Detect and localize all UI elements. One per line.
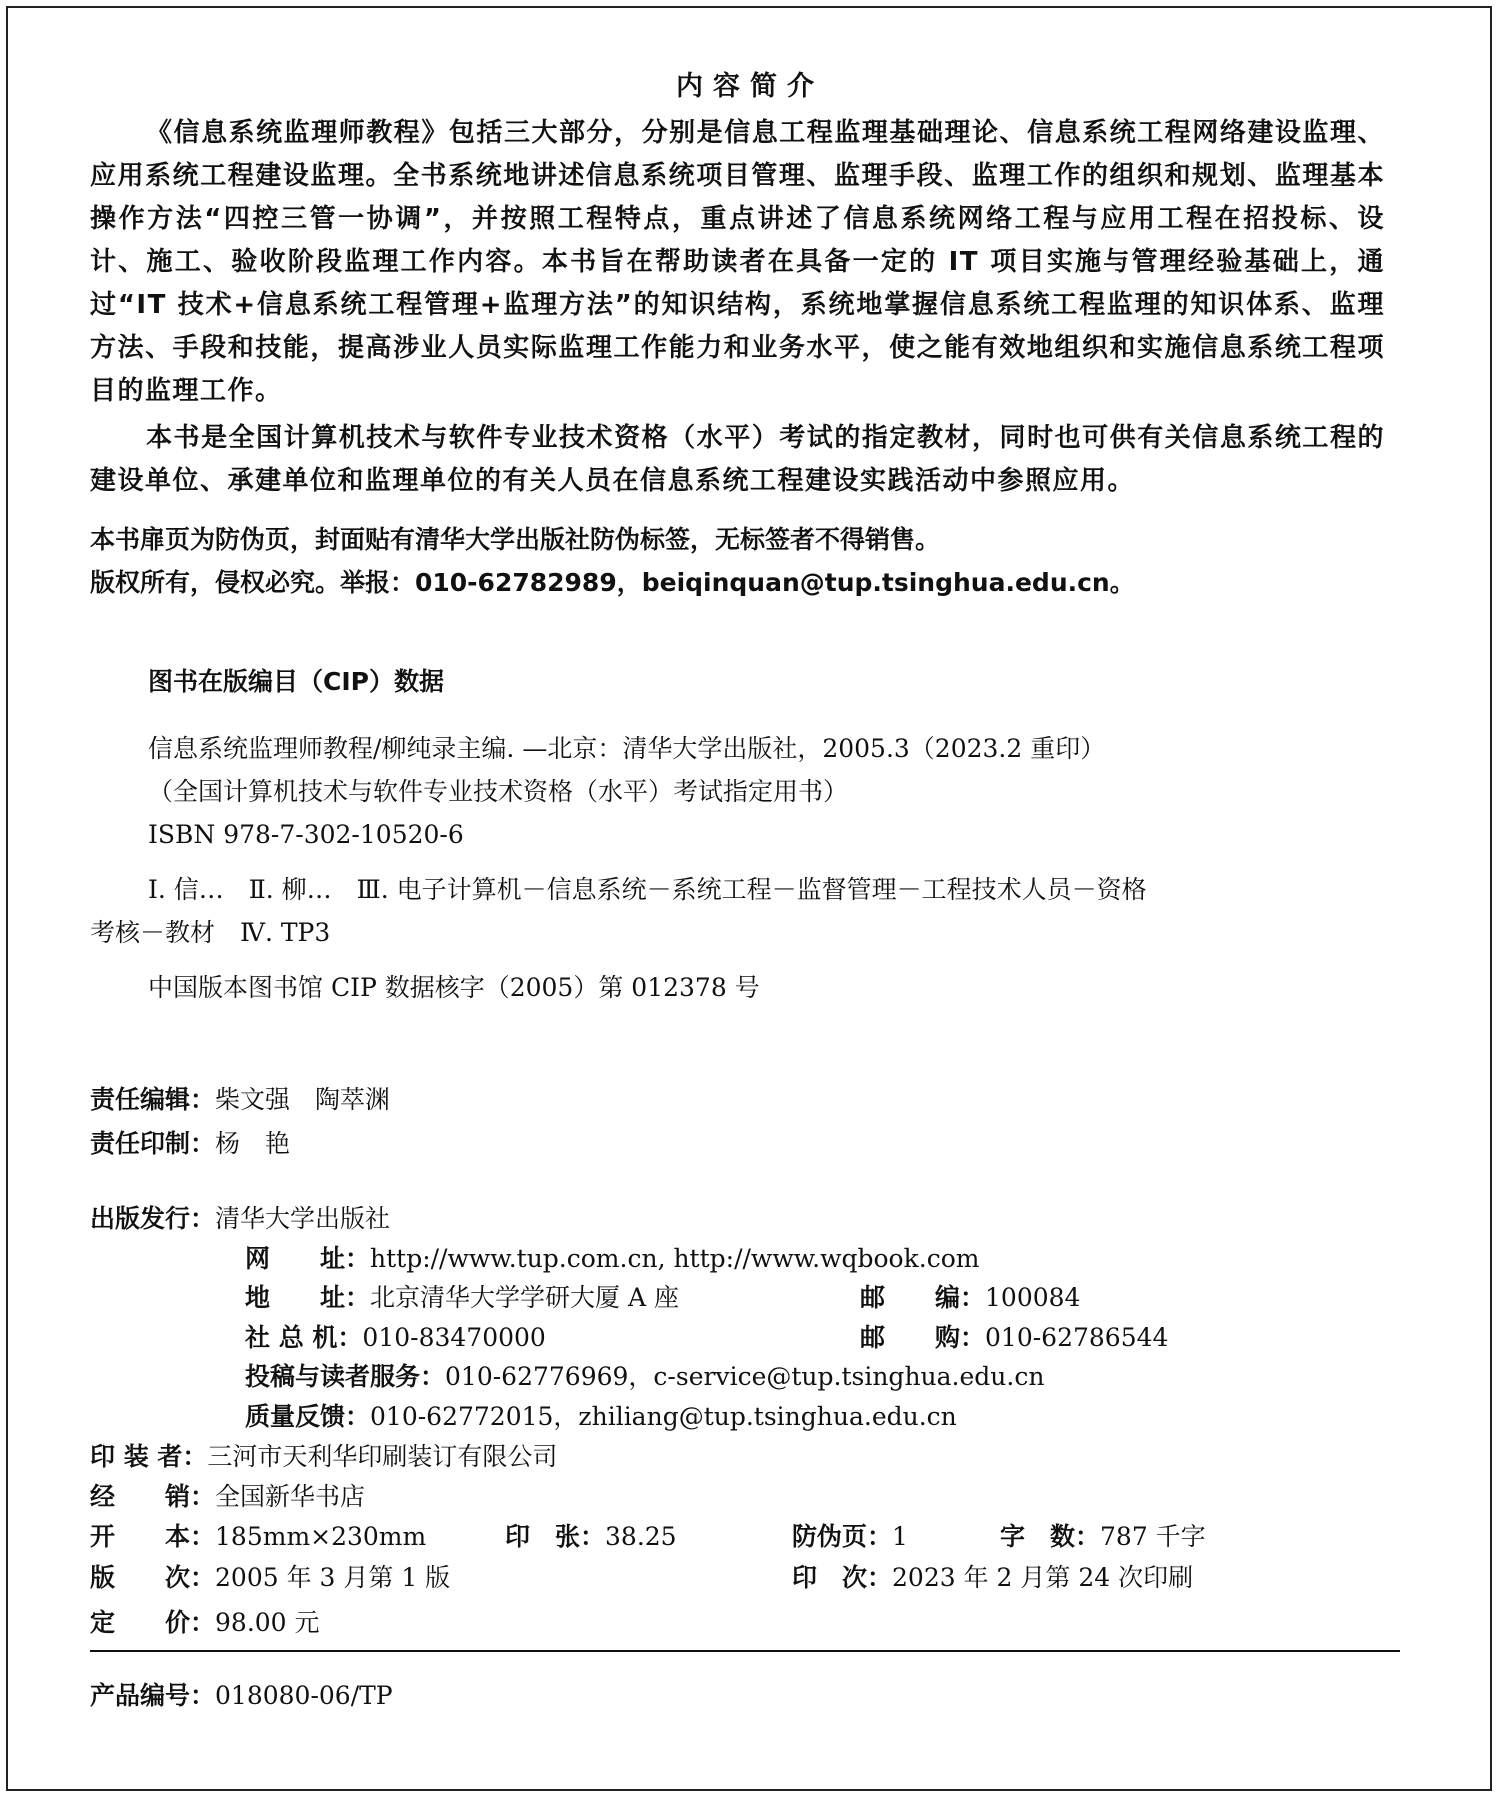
cip-classification: Ⅰ. 信… Ⅱ. 柳… Ⅲ. 电子计算机－信息系统－系统工程－监督管理－工程技术人员－资格 考核－教材 Ⅳ. TP3 xyxy=(90,875,1147,947)
cip-line: 信息系统监理师教程/柳纯录主编. —北京：清华大学出版社，2005.3（2023.2 重印） xyxy=(148,734,1106,763)
printing-editor-label: 责任印制： xyxy=(90,1129,216,1158)
cip-heading: 图书在版编目（CIP）数据 xyxy=(148,667,444,696)
cip-data xyxy=(90,727,1400,1009)
publisher-row xyxy=(90,1199,390,1235)
divider xyxy=(90,1650,1400,1652)
security-page-row: 防伪页：1 xyxy=(792,1522,908,1551)
editor-value: 柴文强 陶萃渊 xyxy=(215,1085,391,1114)
switchboard-row: 社 总 机：010-83470000 xyxy=(245,1323,546,1352)
printing-editor-value: 杨 艳 xyxy=(215,1129,291,1158)
notice-block xyxy=(90,518,1135,604)
price-row: 定 价：98.00 元 xyxy=(90,1608,320,1637)
address-row: 地 址：北京清华大学学研大厦 A 座 xyxy=(245,1283,679,1312)
word-count-row: 字 数：787 千字 xyxy=(1000,1522,1206,1551)
editor-row xyxy=(90,1080,390,1116)
copyright-notice: 版权所有，侵权必究。举报：010-62782989，beiqinquan@tup.tsinghua.edu.cn。 xyxy=(90,568,1135,597)
mail-order-row: 邮 购：010-62786544 xyxy=(860,1323,1169,1352)
summary-paragraph-1: 《信息系统监理师教程》包括三大部分，分别是信息工程监理基础理论、信息系统工程网络建设监理、应用系统工程建设监理。全书系统地讲述信息系统项目管理、监理手段、监理工作的组织和规划、监理基本操作方法“四控三管一协调”，并按照工程特点，重点讲述了信息系统网络工程与应用工程在招投标、设计、施工、验收阶段监理工作内容。本书旨在帮助读者在具备一定的 IT 项目实施与管理经验基础上，通过“IT 技术+信息系统工程管理+监理方法”的知识结构，系统地掌握信息系统工程监理的知识体系、监理方法、手段和技能，提高涉业人员实际监理工作能力和业务水平，使之能有效地组织和实施信息系统工程项目的监理工作。 xyxy=(90,118,1385,406)
edition-row: 版 次：2005 年 3 月第 1 版 xyxy=(90,1563,451,1592)
page-title: 内容简介 xyxy=(676,71,824,102)
publisher-value: 清华大学出版社 xyxy=(215,1204,391,1233)
editor-label: 责任编辑： xyxy=(90,1085,216,1114)
quality-feedback-row: 质量反馈：010-62772015，zhiliang@tup.tsinghua.edu.cn xyxy=(245,1402,957,1431)
impression-row: 印 次：2023 年 2 月第 24 次印刷 xyxy=(792,1563,1194,1592)
printer-row: 印 装 者：三河市天利华印刷装订有限公司 xyxy=(90,1442,558,1471)
format-row: 开 本：185mm×230mm xyxy=(90,1522,427,1551)
publisher-label: 出版发行： xyxy=(90,1204,216,1233)
postcode-row: 邮 编：100084 xyxy=(860,1283,1081,1312)
product-code-row: 产品编号：018080-06/TP xyxy=(90,1681,393,1710)
reader-service-row: 投稿与读者服务：010-62776969，c-service@tup.tsinghua.edu.cn xyxy=(245,1362,1045,1391)
printing-editor-row xyxy=(90,1124,290,1160)
summary-text xyxy=(90,112,1385,507)
website-row: 网 址：http://www.tup.com.cn, http://www.wqbook.com xyxy=(245,1244,980,1273)
sheets-row: 印 张：38.25 xyxy=(505,1522,677,1551)
cip-isbn: ISBN 978-7-302-10520-6 xyxy=(148,820,464,849)
summary-paragraph-2: 本书是全国计算机技术与软件专业技术资格（水平）考试的指定教材，同时也可供有关信息系统工程的建设单位、承建单位和监理单位的有关人员在信息系统工程建设实践活动中参照应用。 xyxy=(90,423,1385,496)
anti-piracy-notice: 本书扉页为防伪页，封面贴有清华大学出版社防伪标签，无标签者不得销售。 xyxy=(90,525,941,554)
cip-line: （全国计算机技术与软件专业技术资格（水平）考试指定用书） xyxy=(148,777,849,806)
distributor-row: 经 销：全国新华书店 xyxy=(90,1482,366,1511)
cip-record-number: 中国版本图书馆 CIP 数据核字（2005）第 012378 号 xyxy=(148,973,760,1002)
